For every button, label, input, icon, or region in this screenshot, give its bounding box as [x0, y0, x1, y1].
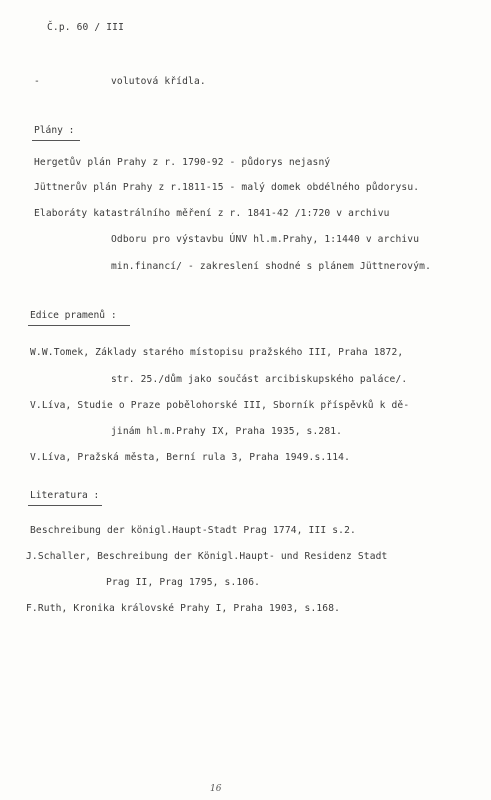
- literatura-line: Prag II, Prag 1795, s.106.: [106, 577, 261, 588]
- section-rule-literatura: [28, 505, 102, 506]
- plany-line: min.financí/ - zakreslení shodné s plánem Jüttnerovým.: [111, 261, 431, 272]
- document-reference: Č.p. 60 / III: [47, 22, 125, 33]
- literatura-line: Beschreibung der königl.Haupt-Stadt Prag 1774, III s.2.: [30, 525, 356, 536]
- section-rule-plany: [32, 140, 80, 141]
- section-heading-literatura: Literatura :: [30, 490, 100, 501]
- plany-line: Odboru pro výstavbu ÚNV hl.m.Prahy, 1:1440 v archivu: [111, 234, 420, 245]
- plany-line: Elaboráty katastrálního měření z r. 1841-42 /1:720 v archivu: [34, 208, 390, 219]
- edice-line: W.W.Tomek, Základy starého místopisu pražského III, Praha 1872,: [30, 347, 404, 358]
- section-heading-edice: Edice pramenů :: [30, 310, 117, 321]
- edice-line: jinám hl.m.Prahy IX, Praha 1935, s.281.: [111, 426, 343, 437]
- literatura-line: F.Ruth, Kronika královské Prahy I, Praha 1903, s.168.: [26, 603, 341, 614]
- handwritten-page-number: 16: [210, 784, 222, 794]
- literatura-line: J.Schaller, Beschreibung der Königl.Haupt- und Residenz Stadt: [26, 551, 388, 562]
- plany-line: Jüttnerův plán Prahy z r.1811-15 - malý domek obdélného půdorysu.: [34, 182, 420, 193]
- edice-line: V.Líva, Studie o Praze pobělohorské III, Sborník příspěvků k dě-: [30, 400, 410, 411]
- section-heading-plany: Plány :: [34, 125, 75, 136]
- subtitle-dash: -: [34, 76, 40, 87]
- plany-line: Hergetův plán Prahy z r. 1790-92 - půdorys nejasný: [34, 157, 331, 168]
- edice-line: str. 25./dům jako součást arcibiskupského paláce/.: [111, 374, 408, 385]
- document-subtitle: volutová křídla.: [111, 76, 206, 87]
- edice-line: V.Líva, Pražská města, Berní rula 3, Praha 1949.s.114.: [30, 452, 350, 463]
- section-rule-edice: [28, 325, 130, 326]
